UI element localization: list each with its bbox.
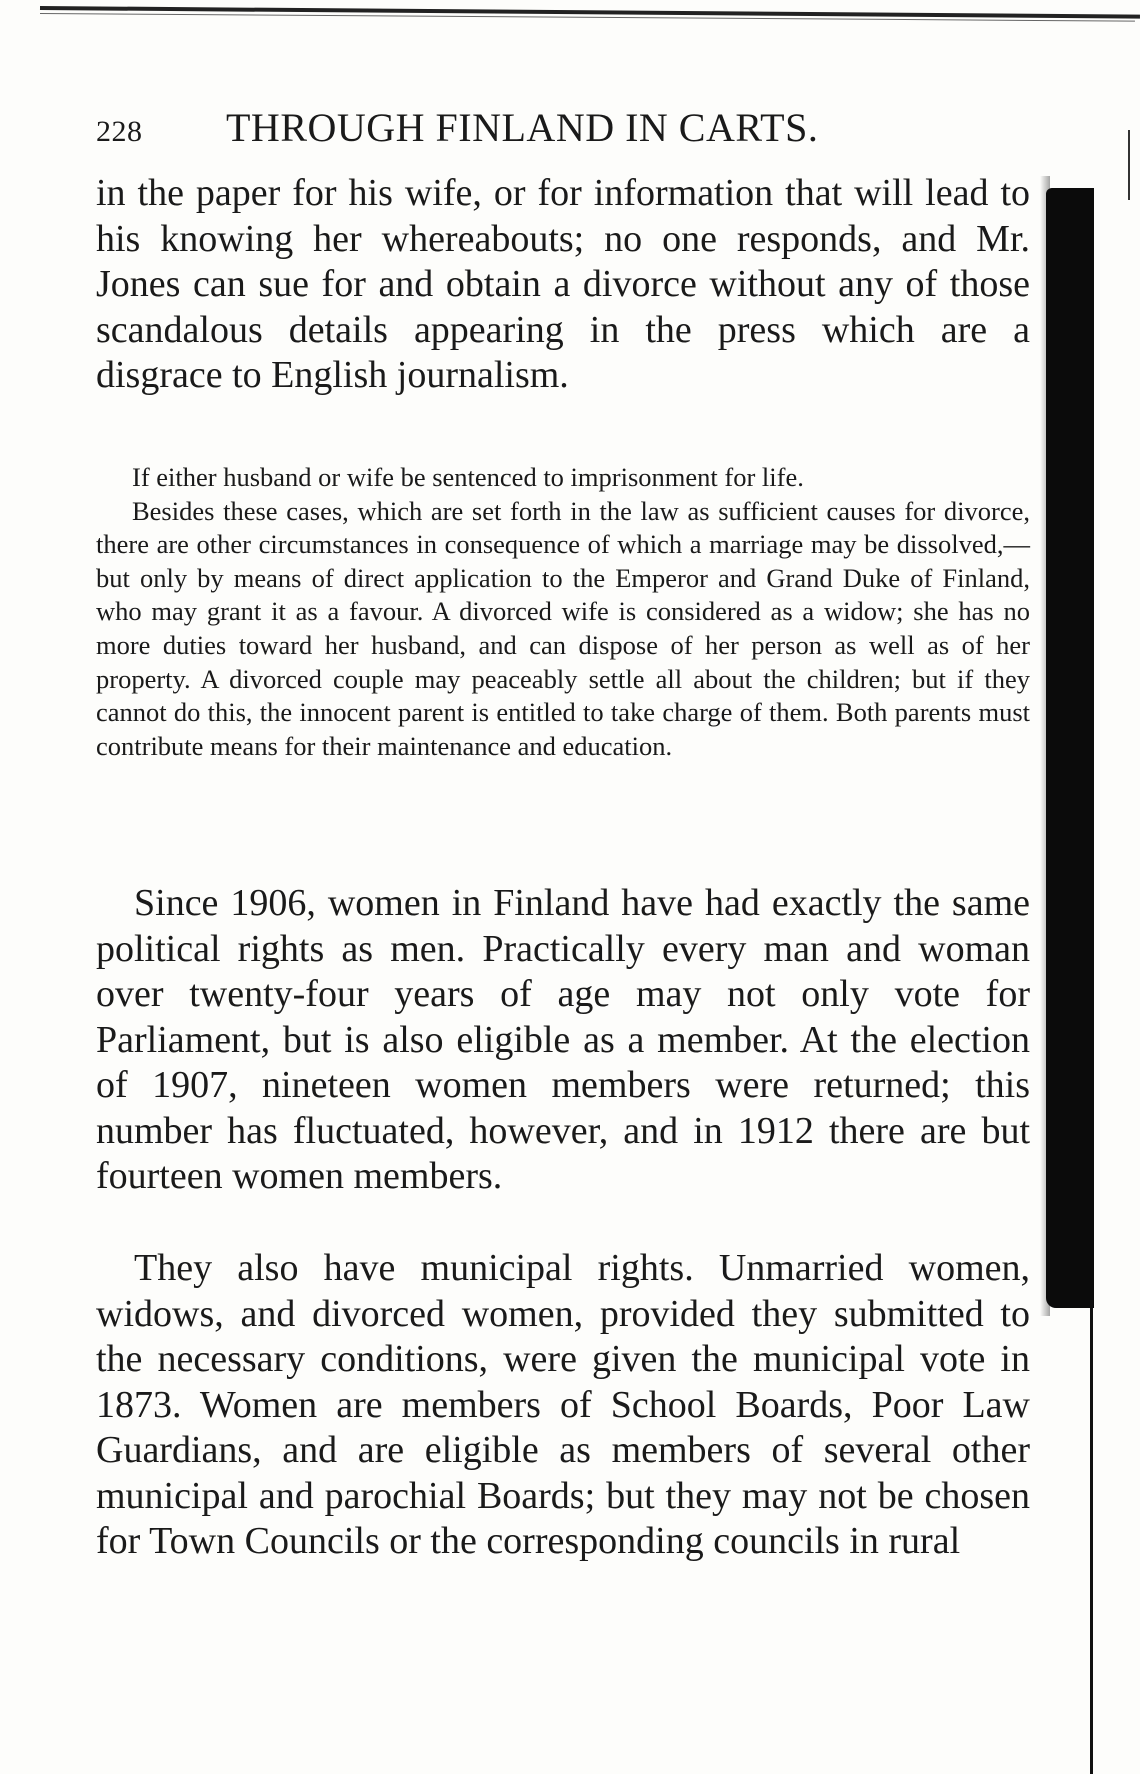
continuation-paragraph: in the paper for his wife, or for information that will lead to his knowing her whereabouts; no one responds, and Mr. Jones can sue for and obtain a divorce without any of those scandalous details appearing in the press which are a disgrace to English journalism.	[96, 172, 1030, 396]
notes-block	[96, 461, 1030, 763]
political-rights-block	[96, 881, 1030, 1200]
running-header	[96, 104, 1036, 154]
binding-gutter	[1046, 188, 1094, 1308]
margin-line-upper	[1128, 130, 1130, 200]
municipal-rights-block	[96, 1246, 1030, 1565]
political-rights-paragraph: Since 1906, women in Finland have had exactly the same political rights as men. Practically every man and woman over twenty-four years of age may not only vote for Parliament, but is also eligible as a member. At the election of 1907, nineteen women members were returned; this number has fluctuated, however, and in 1912 there are but fourteen women members.	[96, 882, 1030, 1197]
note-divorce-circumstances: Besides these cases, which are set forth in the law as sufficient causes for divorce, there are other circumstances in consequence of which a marriage may be dissolved,—but only by means of direct application to the Emperor and Grand Duke of Finland, who may grant it as a favour. A divorced wife is considered as a widow; she has no more duties toward her husband, and can dispose of her person as well as of her property. A divorced couple may peaceably settle all about the children; but if they cannot do this, the innocent parent is entitled to take charge of them. Both parents must contribute means for their maintenance and education.	[96, 495, 1030, 761]
page-number: 228	[96, 115, 143, 148]
margin-line	[1090, 1300, 1093, 1774]
note-life-imprisonment: If either husband or wife be sentenced to imprisonment for life.	[132, 462, 804, 492]
running-title: THROUGH FINLAND IN CARTS.	[226, 105, 819, 150]
municipal-rights-paragraph: They also have municipal rights. Unmarried women, widows, and divorced women, provided they submitted to the necessary conditions, were given the municipal vote in 1873. Women are members of School Boards, Poor Law Guardians, and are eligible as members of several other municipal and parochial Boards; but they may not be chosen for Town Councils or the corresponding councils in rural	[96, 1247, 1030, 1562]
continuation-paragraph-block	[96, 171, 1030, 399]
